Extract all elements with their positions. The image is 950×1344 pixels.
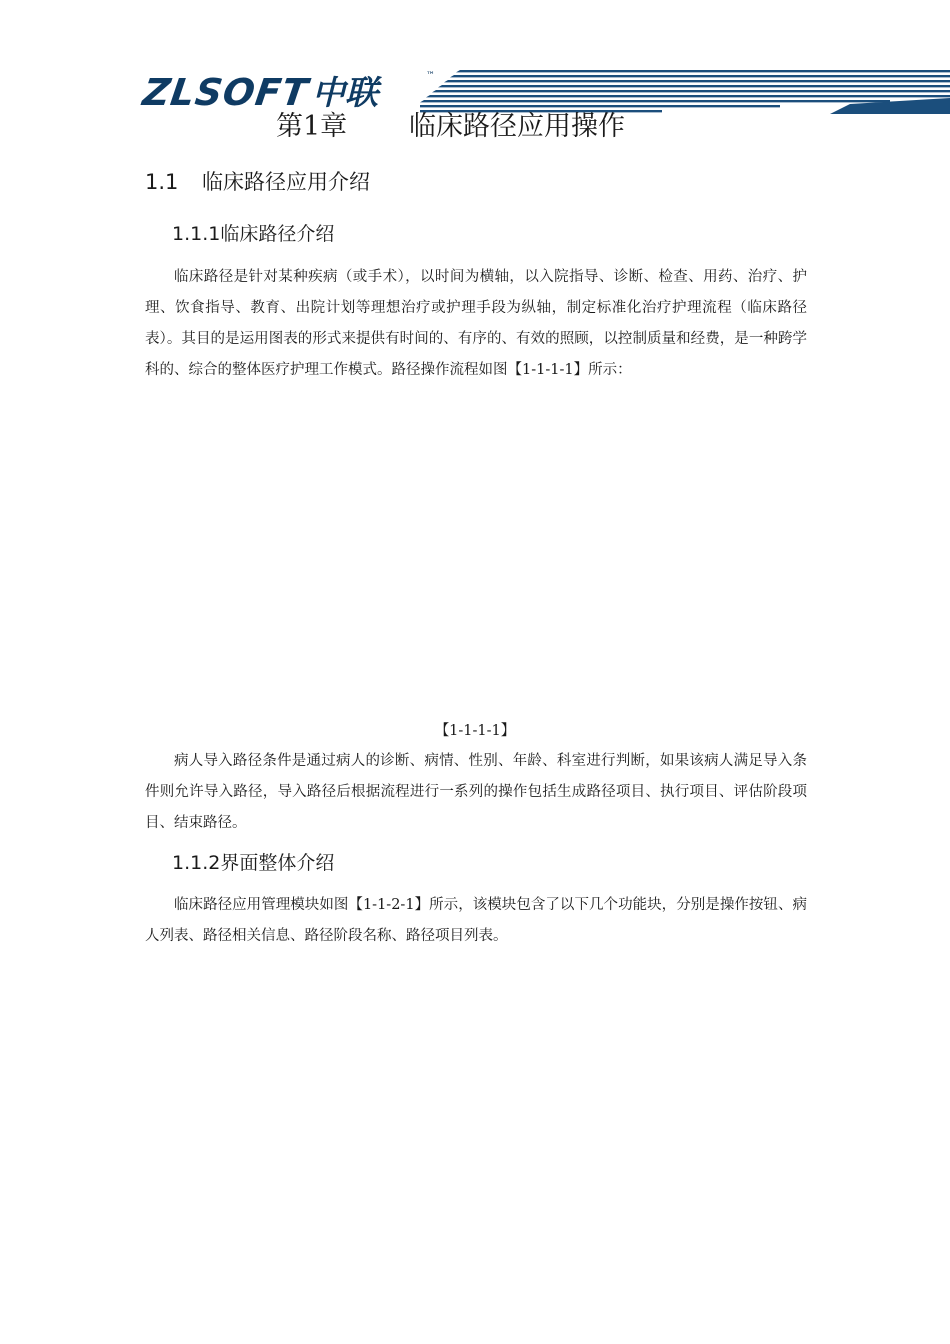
chapter-title: [276, 104, 625, 143]
paragraph-import-conditions: 病人导入路径条件是通过病人的诊断、病情、性别、年龄、科室进行判断，如果该病人满足导入条件则允许导入路径，导入路径后根据流程进行一系列的操作包括生成路径项目、执行项目、评估阶段项目、结束路径。: [145, 753, 807, 831]
figure-placeholder: [145, 420, 807, 715]
chapter-title-text: 临床路径应用操作: [409, 111, 625, 142]
figure-caption: 【1-1-1-1】: [434, 723, 516, 739]
section-heading: [145, 166, 370, 196]
logo-chinese-text: 中联: [312, 73, 379, 112]
section-title: 临床路径应用介绍: [202, 170, 370, 194]
chapter-number: 第1章: [276, 111, 348, 142]
subsection-heading-1: 1.1.1临床路径介绍: [172, 223, 335, 245]
section-number: 1.1: [145, 170, 179, 194]
subsection-heading-2: 1.1.2界面整体介绍: [172, 852, 335, 874]
paragraph-clinical-path-intro: 临床路径是针对某种疾病（或手术），以时间为横轴，以入院指导、诊断、检查、用药、治疗、护理、饮食指导、教育、出院计划等理想治疗或护理手段为纵轴，制定标准化治疗护理流程（临床路径表）。其目的是运用图表的形式来提供有时间的、有序的、有效的照顾，以控制质量和经费，是一种跨学科的、综合的整体医疗护理工作模式。路径操作流程如图【1-1-1-1】所示：: [145, 269, 807, 378]
paragraph-interface-overview: 临床路径应用管理模块如图【1-1-2-1】所示，该模块包含了以下几个功能块，分别是操作按钮、病人列表、路径相关信息、路径阶段名称、路径项目列表。: [145, 897, 807, 944]
logo-trademark: ™: [426, 71, 435, 81]
logo-english-text: ZLSOFT: [140, 71, 312, 114]
